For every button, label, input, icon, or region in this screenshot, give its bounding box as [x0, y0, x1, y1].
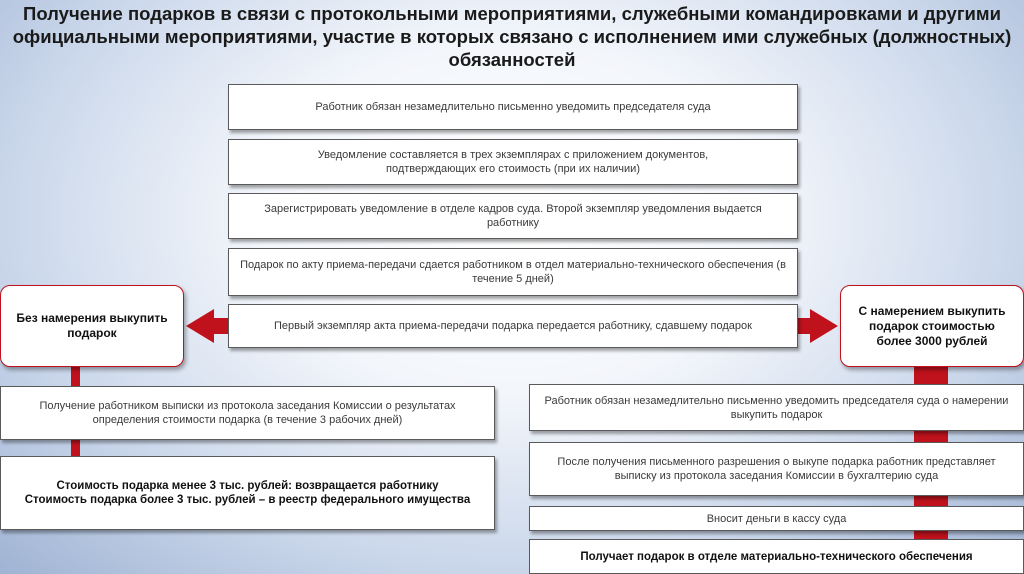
right-step-payment-text: Вносит деньги в кассу суда — [706, 512, 847, 525]
left-branch-label-text: Без намерения выкупить подарок — [16, 311, 168, 340]
right-step-notify-buyout — [529, 384, 1024, 431]
right-branch-label — [840, 285, 1024, 367]
left-branch-arrow — [186, 309, 232, 343]
left-result-line2: Стоимость подарка более 3 тыс. рублей – в реестр федерального имущества — [24, 494, 471, 506]
right-step-permission — [529, 442, 1024, 496]
left-branch-label — [0, 285, 184, 367]
right-step-permission-text: После получения письменного разрешения о выкупе подарка работник представляет выписку из протокола заседания Комиссии в бухгалтерию суда — [557, 456, 996, 482]
step-notification-copies — [228, 139, 798, 185]
step-notify-chairman-text: Работник обязан незамедлительно письменно уведомить председателя суда — [315, 101, 711, 113]
right-branch-arrow — [796, 309, 838, 343]
step-register-notification — [228, 193, 798, 239]
left-step-commission-extract-text: Получение работником выписки из протокола заседания Комиссии о результатах определения стоимости подарка (в течение 3 рабочих дней) — [39, 400, 456, 426]
left-result — [0, 456, 495, 530]
right-final — [529, 539, 1024, 574]
step-notification-copies-text: Уведомление составляется в трех экземплярах с приложением документов, подтверждающих его стоимость (при их наличии) — [317, 149, 709, 175]
right-step-payment — [529, 506, 1024, 531]
step-act-copy — [228, 304, 798, 348]
step-act-copy-text: Первый экземпляр акта приема-передачи подарка передается работнику, сдавшему подарок — [274, 320, 752, 332]
step-hand-over-gift — [228, 248, 798, 296]
right-step-notify-buyout-text: Работник обязан незамедлительно письменно уведомить председателя суда о намерении выкупить подарок — [544, 394, 1009, 421]
left-result-line1: Стоимость подарка менее 3 тыс. рублей: возвращается работнику — [56, 480, 439, 492]
step-register-notification-text: Зарегистрировать уведомление в отделе кадров суда. Второй экземпляр уведомления выдается работнику — [264, 203, 762, 229]
page-title: Получение подарков в связи с протокольными мероприятиями, служебными командировками и другими официальными мероприятиями, участие в которых связано с исполнением ими служебных (должностных) обязанностей — [12, 3, 1012, 70]
step-hand-over-gift-text: Подарок по акту приема-передачи сдается работником в отдел материально-технического обеспечения (в течение 5 дней) — [240, 259, 786, 285]
right-final-text: Получает подарок в отделе материально-технического обеспечения — [580, 550, 973, 563]
right-branch-label-text: С намерением выкупить подарок стоимостью более 3000 рублей — [858, 303, 1006, 348]
step-notify-chairman — [228, 84, 798, 130]
left-step-commission-extract — [0, 386, 495, 440]
